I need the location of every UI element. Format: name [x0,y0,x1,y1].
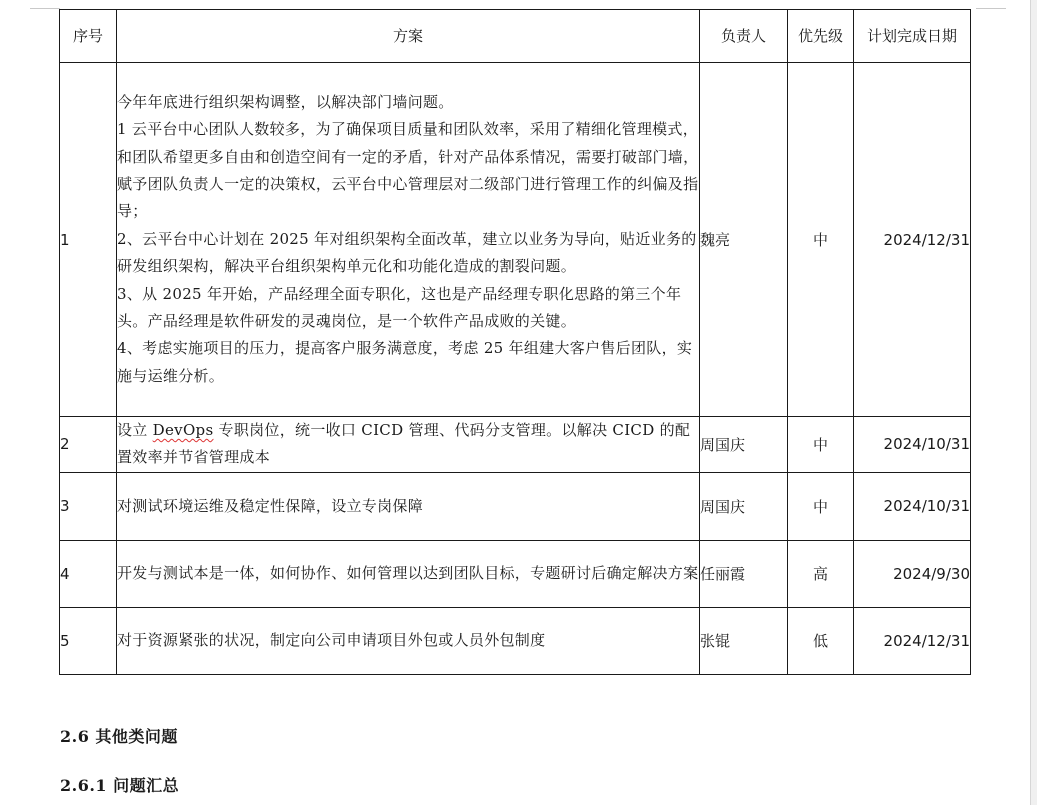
row-plan: 开发与测试本是一体，如何协作、如何管理以达到团队目标，专题研讨后确定解决方案 [117,540,700,607]
header-due-date: 计划完成日期 [854,10,971,63]
table-header-row [60,10,971,63]
crop-mark-left [30,8,60,9]
header-owner: 负责人 [700,10,788,63]
spellcheck-flagged-term: DevOps [152,421,214,439]
row-priority: 中 [788,472,854,540]
row-plan [117,63,700,417]
plan-paragraph: 今年年底进行组织架构调整，以解决部门墙问题。 [117,92,454,111]
row-index: 1 [60,63,117,417]
row-owner: 周国庆 [700,472,788,540]
plan-paragraph: 2、云平台中心计划在 2025 年对组织架构全面改革，建立以业务为导向，贴近业务的研发组织架构，解决平台组织架构单元化和功能化造成的割裂问题。 [117,229,697,276]
row-due-date: 2024/9/30 [854,540,971,607]
row-priority: 中 [788,63,854,417]
table-row [60,607,971,674]
header-priority: 优先级 [788,10,854,63]
action-plan-table [59,9,971,675]
row-priority: 低 [788,607,854,674]
row-priority: 高 [788,540,854,607]
section-heading-2-6-1: 2.6.1 问题汇总 [60,776,180,795]
row-owner: 任丽霞 [700,540,788,607]
page-top-edge [0,0,1037,9]
row-owner: 魏亮 [700,63,788,417]
row-owner: 周国庆 [700,417,788,473]
table-row [60,472,971,540]
header-plan: 方案 [117,10,700,63]
row-due-date: 2024/10/31 [854,472,971,540]
header-index: 序号 [60,10,117,63]
table-row [60,63,971,417]
row-plan: 对测试环境运维及稳定性保障，设立专岗保障 [117,472,700,540]
section-heading-2-6: 2.6 其他类问题 [60,727,178,746]
row-plan: 对于资源紧张的状况，制定向公司申请项目外包或人员外包制度 [117,607,700,674]
row-due-date: 2024/12/31 [854,63,971,417]
page-right-margin [1030,0,1037,805]
row-due-date: 2024/10/31 [854,417,971,473]
plan-text-suffix: 专职岗位，统一收口 CICD 管理、代码分支管理。以解决 CICD 的配置效率并节省管理成本 [117,421,691,467]
table-row [60,417,971,473]
crop-mark-right [976,8,1006,9]
row-owner: 张锟 [700,607,788,674]
table-row [60,540,971,607]
row-index: 4 [60,540,117,607]
row-index: 5 [60,607,117,674]
plan-paragraph: 3、从 2025 年开始，产品经理全面专职化，这也是产品经理专职化思路的第三个年头。产品经理是软件研发的灵魂岗位，是一个软件产品成败的关键。 [117,284,682,331]
row-priority: 中 [788,417,854,473]
row-plan [117,417,700,473]
plan-paragraph: 1 云平台中心团队人数较多，为了确保项目质量和团队效率，采用了精细化管理模式，和团队希望更多自由和创造空间有一定的矛盾，针对产品体系情况，需要打破部门墙，赋予团队负责人一定的决策权，云平台中心管理层对二级部门进行管理工作的纠偏及指导； [117,120,699,221]
plan-text-prefix: 设立 [117,421,153,439]
plan-paragraph: 4、考虑实施项目的压力，提高客户服务满意度，考虑 25 年组建大客户售后团队，实施与运维分析。 [117,339,693,385]
row-index: 2 [60,417,117,473]
row-index: 3 [60,472,117,540]
row-due-date: 2024/12/31 [854,607,971,674]
